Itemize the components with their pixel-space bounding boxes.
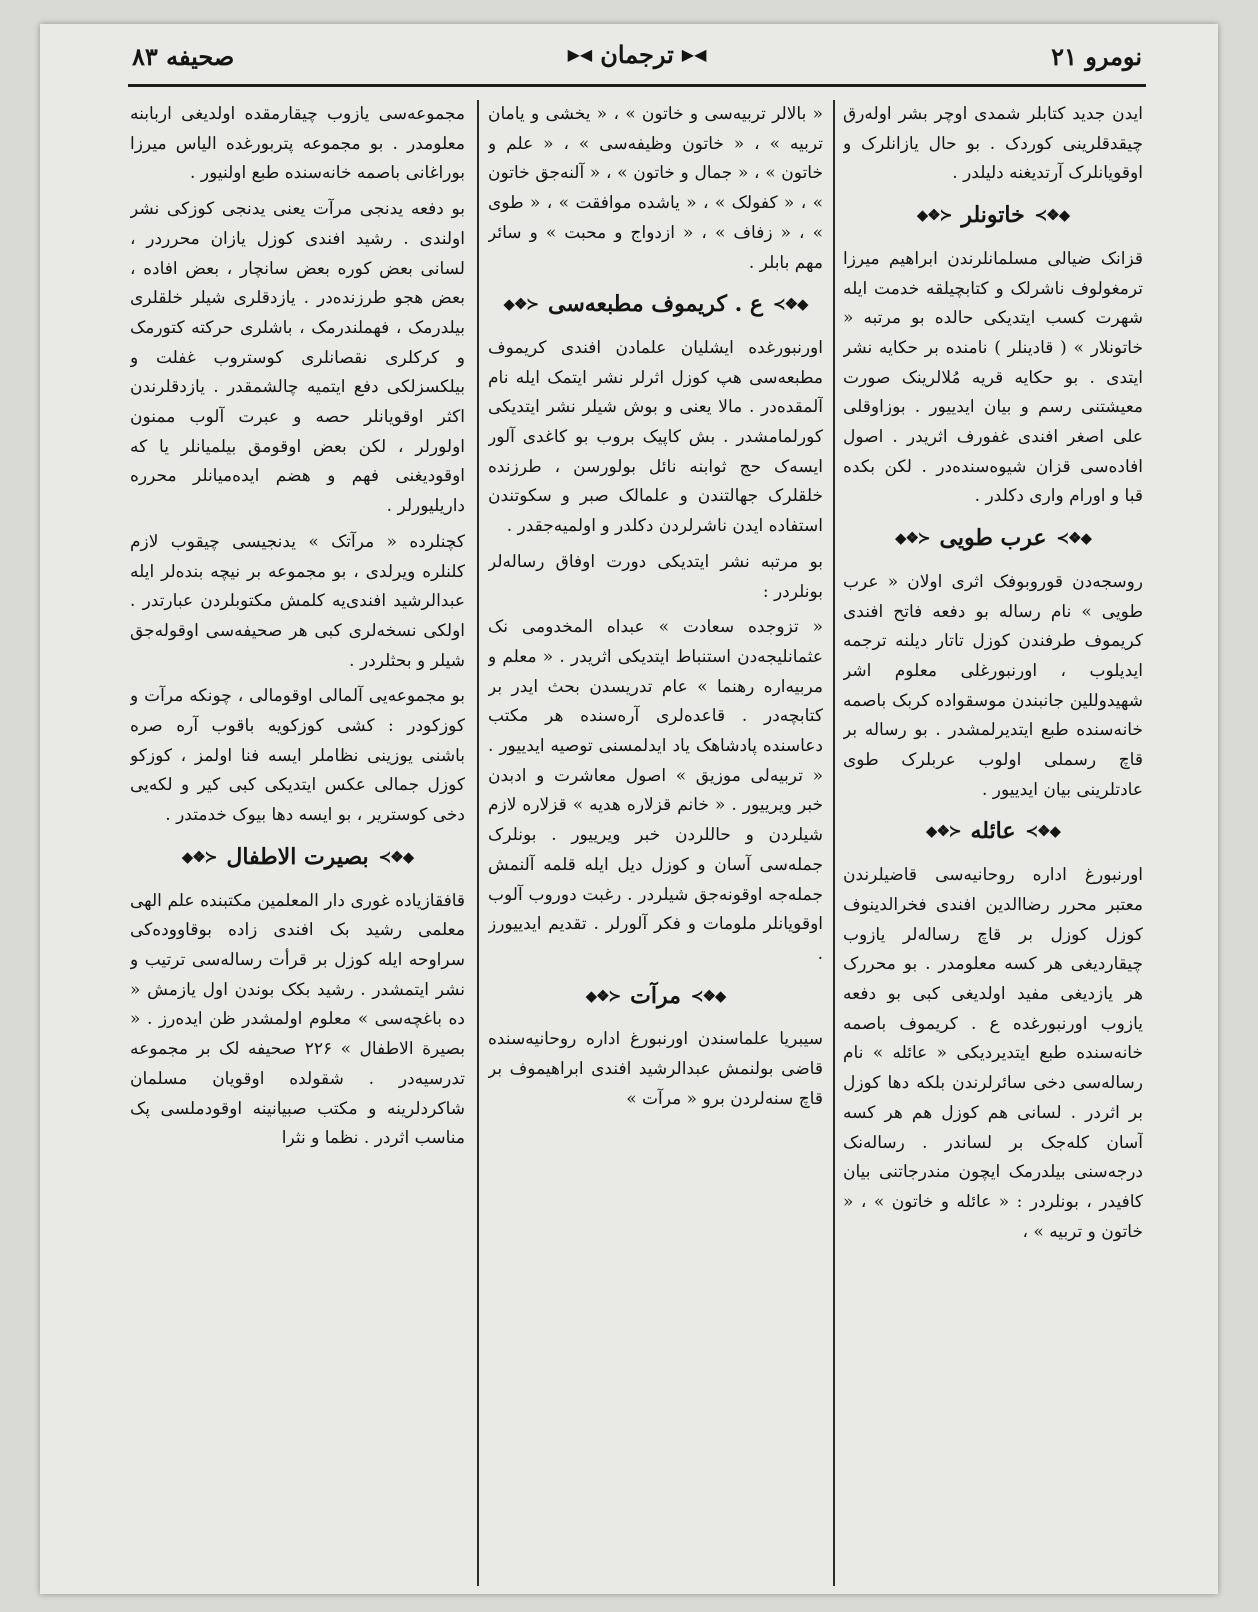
ornament-icon: ◆❖≻ (690, 986, 726, 1005)
header-rule (128, 84, 1146, 87)
column-left (130, 100, 465, 1586)
ornament-icon: ◆❖≻ (378, 847, 414, 866)
column-middle (488, 100, 823, 1586)
heading-text: عرب طویی (939, 525, 1047, 552)
section-heading (843, 817, 1143, 847)
page-header (132, 32, 1142, 90)
ornament-icon: ◆❖≻ (773, 295, 808, 314)
paragraph: مجموعه‌سی یازوب چیقارمقده اولدیغی اربابنه معلومدر . بو مجموعه پتربورغده الیاس میرزا بوراغانی باصمه خانه‌سنده طبع اولنیور . (130, 104, 465, 184)
heading-text: ع . کریموف مطبعه‌سی (547, 291, 764, 318)
paragraph: کچنلرده « مرآتک » یدنجیسی چیقوب لازم کلنلره ویرلدی ، بو مجموعه بر نیچه بنده‌لر ایله عبدالرشید افندی‌یه کلمش مکتوبلردن عبارتدر . اولکی نسخه‌لری کبی هر صحیفه‌سی اوقوله‌جق شیلر و بحثلردر . (130, 531, 465, 671)
heading-text: خاتونلر (961, 202, 1025, 229)
paragraph: سیبریا علماسندن اورنبورغ اداره روحانیه‌سنده قاضی بولنمش عبدالرشید افندی ابراهیموف بر قاچ سنه‌لردن برو « مرآت » (488, 1029, 823, 1109)
ornament-icon: ◆❖≻ (1056, 529, 1092, 548)
paragraph: ایدن جدید کتابلر شمدی اوچر بشر اوله‌رق چیقدقلرینی کوردک . بو حال یازانلرک و اوقویانلرک آرتدیغنه دلیلدر . (843, 104, 1143, 184)
ornament-icon: ≺❖◆ (181, 847, 217, 866)
section-heading (488, 982, 823, 1012)
ornament-icon: ≺❖◆ (585, 986, 621, 1005)
ornament-icon: ≺❖◆ (894, 529, 930, 548)
column-right (843, 100, 1143, 1586)
paragraph: « تزوجده سعادت » عبداه المخدومی نک عثمانلیجه‌دن استنباط ایتدیکی اثریدر . « معلم و مربیه‌اره رهنما » عام تدریسدن بحث ایدر بر کتابچه‌در . قاعده‌لری آره‌سنده هر مکتب دعاسنده پادشاهک یاد ایدلمسنی توصیه ایدییور . « تربیه‌لی موزیق » اصول معاشرت و ادبدن خبر ویرییور . « خانم قزلاره هدیه » قزلاره لازم شیلردن و حاللردن خبر ویرییور . بونلرک جمله‌سی آسان و کوزل دیل ایله قلمه آلنمش جمله‌جه اوقونه‌جق شیلردر . رغبت دوروب آلوب اوقویانلر ملومات و فکر آلورلر . تقدیم ایدییورز . (488, 617, 823, 964)
paragraph: اورنبورغ اداره روحانیه‌سی قاضیلرندن معتبر محرر رضاالدین افندی فخرالدینوف کوزل کوزل بر قاچ رساله‌لر یازوب چیقاردیغی هر کسه معلومدر . بو محررک هر یازدیغی مفید اولدیغی کبی بو دفعه یازوب اورنبورغده ع . کریموف باصمه خانه‌سنده طبع ایتدیردیکی « عائله » نام رساله‌سی دخی سائرلرندن بلکه دها کوزل بر اثردر . لسانی هم کوزل هم هر کسه آسان کله‌جک بر لساندر . رساله‌نک درجه‌سنی بیلدرمک ایچون مندرجاتنی بیان کافیدر ، بونلردر : « عائله و خاتون » ، « خاتون و تربیه » ، (843, 865, 1143, 1242)
page-number: صحیفه ۸۳ (132, 42, 235, 71)
newspaper-title: ترجمان (600, 40, 674, 69)
heading-text: عائله (970, 818, 1016, 845)
paragraph: روسجه‌دن قوروبوفک اثری اولان « عرب طویی » نام رساله بو دفعه فاتح افندی کریموف طرفندن کوزل تاتار دیلنه ترجمه ایدیلوب ، اورنبورغلی معلوم اشر شهیدوللین جانبندن موسقواده کربک باصمه خانه‌سنده طبع ایتدیرلمشدر . بو رساله بر قاچ رسملی اولوب عربلرک طوی عادتلرینی بیان ایدییور . (843, 571, 1143, 800)
section-heading (843, 524, 1143, 554)
section-heading (843, 201, 1143, 231)
heading-text: بصیرت الاطفال (226, 843, 369, 870)
paragraph: بو مرتبه نشر ایتدیکی دورت اوفاق رساله‌لر بونلردر : (488, 551, 823, 602)
section-heading (488, 290, 823, 320)
column-divider (477, 100, 479, 1586)
paragraph: اورنبورغده ایشلیان علمادن افندی کریموف مطبعه‌سی هپ کوزل اثرلر نشر ایتمک ایله نام آلمقده‌در . مالا یعنی و بوش شیلر نشر ایتدیکی کورلمامشدر . بش کاپیک بروب بو کاغدی آلور ایسه‌ک حج ثوابنه نائل بولورسن ، طرزنده خلقلرک جهالتندن و علمالک صبر و سکوتندن استفاده ایدن ناشرلردن دکلدر و اولمیه‌جقدر . (488, 337, 823, 537)
ornament-icon: ◆❖≻ (1034, 206, 1070, 225)
paragraph: بو مجموعه‌یی آلمالی اوقومالی ، چونکه مرآت و کوزکودر : کشی کوزکویه باقوب آره صره باشنی یوزینی نظاملر ایسه فنا اولمز ، کوزکو کوزل جمالی عکس ایتدیکی کبی کیر و لکه‌یی دخی کوستریر ، بو ایسه دها بیوک خدمتدر . (130, 686, 465, 826)
newspaper-page (40, 24, 1218, 1594)
ornament-icon: ◆❖≻ (1025, 822, 1061, 841)
column-divider (833, 100, 835, 1586)
paragraph: بو دفعه یدنجی مرآت یعنی یدنجی کوزکی نشر اولندی . رشید افندی کوزل یازان محرردر ، لسانی بعض کوره بعض سانچار ، بعض افاده ، بعض هجو طرزنده‌در . یازدقلری شیلر خلقلری بیلدرمک ، فهملندرمک ، باشلری حرکته کتورمک و کرکلری نقصانلری کوستروب غفلت و بیلکسزلکی دفع ایتمیه چالشمقدر . یازدقلرندن اکثر اوقویانلر حصه و عبرت آلوب ممنون اولورلر ، لکن بعض اوقومق بیلمیانلر یا که اوقودیغنی فهم و هضم ایده‌میانلر محرره داریلیورلر . (130, 199, 465, 517)
left-ornament-icon: ◀▶ (681, 44, 707, 64)
issue-number: نومرو ۲۱ (1051, 42, 1142, 71)
paragraph: قزانک ضیالی مسلمانلرندن ابراهیم میرزا ترمغولوف ناشرلک و کتابچیلقه خدمت ایله شهرت کسب ایتدیکی حالده بو مرتبه « خاتونلار » ( قادینلر ) نامنده بر حکایه نشر ایتدی . بو حکایه قریه مُلالرینک صورت معیشتنی رسم و بیان ایدییور . بوزاوقلی علی اصغر افندی غفورف اثریدر . اصول افاده‌سی قزان شیوه‌سنده‌در . لکن بکده قبا و اورام واری دکلدر . (843, 248, 1143, 507)
paragraph: « بالالر تربیه‌سی و خاتون » ، « یخشی و یامان تربیه » ، « خاتون وظیفه‌سی » ، « علم و خاتون » ، « جمال و خاتون » ، « آلنه‌جق خاتون » ، « کفولک » ، « یاشده موافقت » ، « طوی » ، « زفاف » ، « ازدواج و محبت » و سائر مهم بابلر . (488, 104, 823, 273)
ornament-icon: ≺❖◆ (916, 206, 952, 225)
right-ornament-icon: ◀▶ (567, 44, 593, 64)
masthead (568, 40, 707, 69)
heading-text: مرآت (630, 982, 681, 1009)
paragraph: قافقازیاده غوری دار المعلمین مکتبنده علم الهی معلمی رشید بک افندی زاده بوقاووده‌کی سراوحه ایله کوزل بر قرأت رساله‌سی ترتیب و نشر ایتمشدر . رشید بکک بوندن اول یازمش « ده باغچه‌سی » معلوم اولمشدر ظن ایده‌رز . « بصیرة الاطفال » ۲۲۶ صحیفه لک بر مجموعه تدرسیه‌در . شقولده اوقویان مسلمان شاکردلرینه و مکتب صبیانینه اوقودملسی پک مناسب اثردر . نظما و نثرا (130, 890, 465, 1149)
section-heading (130, 843, 465, 873)
ornament-icon: ≺❖◆ (503, 295, 538, 314)
ornament-icon: ≺❖◆ (925, 822, 961, 841)
